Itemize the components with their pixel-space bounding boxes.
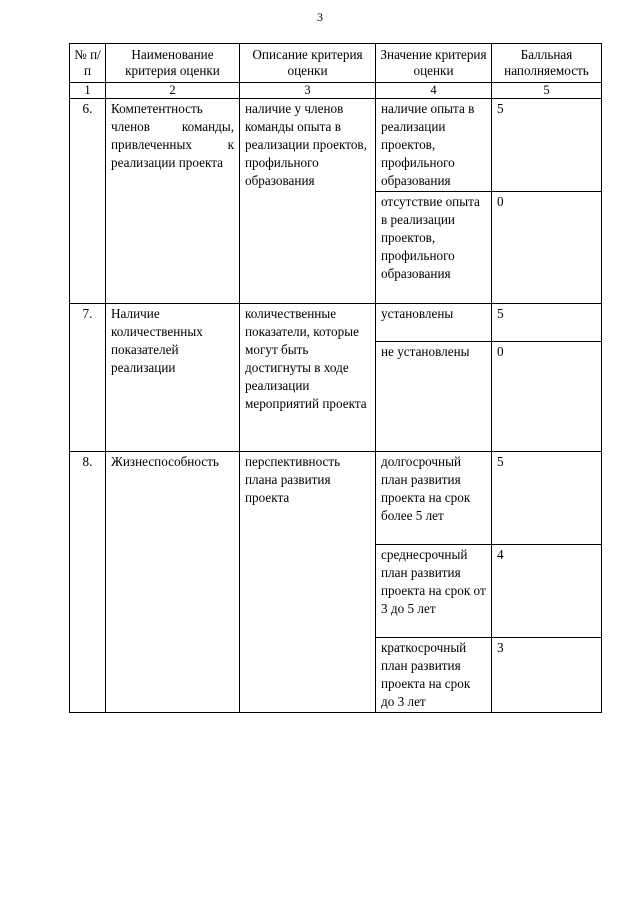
criterion-description: наличие у членов команды опыта в реализации проектов, профильного образования [240, 99, 376, 304]
row-number: 6. [70, 99, 106, 304]
criterion-description: количественные показатели, которые могут быть достигнуты в ходе реализации мероприятий проекта [240, 304, 376, 452]
score-value: 4 [492, 545, 602, 638]
criterion-value: наличие опыта в реализации проектов, профильного образования [376, 99, 492, 192]
criterion-value: краткосрочный план развития проекта на срок до 3 лет [376, 638, 492, 713]
score-value: 5 [492, 452, 602, 545]
header-criterion-description: Описание критерия оценки [240, 44, 376, 83]
table-row [70, 452, 602, 545]
row-number: 7. [70, 304, 106, 452]
score-value: 5 [492, 99, 602, 192]
table-row [70, 304, 602, 342]
column-number: 4 [376, 83, 492, 99]
header-score: Балльная наполняемость [492, 44, 602, 83]
score-value: 3 [492, 638, 602, 713]
table-header-row [70, 44, 602, 83]
score-value: 0 [492, 192, 602, 304]
header-number: № п/п [70, 44, 106, 83]
criterion-value: установлены [376, 304, 492, 342]
header-criterion-value: Значение критерия оценки [376, 44, 492, 83]
criterion-name: Жизнеспособность [106, 452, 240, 713]
criterion-description: перспективность плана развития проекта [240, 452, 376, 713]
column-number: 1 [70, 83, 106, 99]
column-number: 2 [106, 83, 240, 99]
score-value: 0 [492, 342, 602, 452]
table-row [70, 99, 602, 192]
criterion-name: Компетентность членов команды, привлеченных к реализации проекта [106, 99, 240, 304]
criterion-name: Наличие количественных показателей реализации [106, 304, 240, 452]
criteria-table [69, 43, 602, 713]
page-number: 3 [317, 10, 323, 24]
header-criterion-name: Наименование критерия оценки [106, 44, 240, 83]
row-number: 8. [70, 452, 106, 713]
column-numbers-row [70, 83, 602, 99]
column-number: 3 [240, 83, 376, 99]
criterion-value: среднесрочный план развития проекта на срок от 3 до 5 лет [376, 545, 492, 638]
score-value: 5 [492, 304, 602, 342]
criterion-value: отсутствие опыта в реализации проектов, профильного образования [376, 192, 492, 304]
criterion-value: не установлены [376, 342, 492, 452]
criterion-value: долгосрочный план развития проекта на срок более 5 лет [376, 452, 492, 545]
column-number: 5 [492, 83, 602, 99]
